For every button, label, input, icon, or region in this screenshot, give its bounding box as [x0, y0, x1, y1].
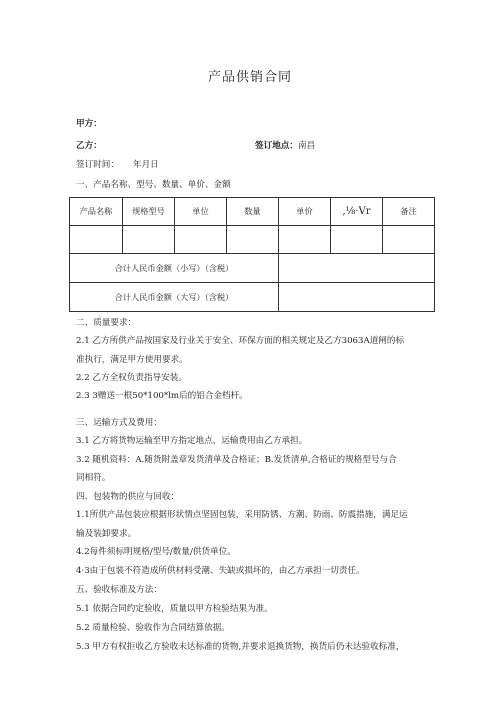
table-cell — [331, 226, 383, 254]
section5-heading: 五、验收标准及方法： — [76, 585, 162, 595]
signing-time-label: 签订时间： — [76, 160, 119, 170]
table-header-cell: 规格型号 — [123, 198, 175, 226]
table-header-row — [70, 198, 435, 226]
total-upper-row — [70, 283, 435, 312]
section4-p3: 4·3由于包装不符造成所供材料受潮、失缺或损坏的，由乙方承担一切责任。 — [76, 566, 365, 576]
table-header-cell: ,⅛·Vr — [331, 198, 383, 226]
section3-p2-line1: 3.2 随机资料：A.随货附盖章发货清单及合格证；B.发货清单,合格证的规格型号与合 — [76, 455, 397, 465]
table-cell — [227, 226, 279, 254]
total-lower-row — [70, 254, 435, 283]
contract-title: 产品供销合同 — [207, 70, 292, 85]
table-header-cell: 产品名称 — [70, 198, 123, 226]
table-row — [70, 226, 435, 254]
table-cell — [175, 226, 227, 254]
signing-place-value: 南昌 — [297, 141, 316, 151]
section5-p3: 5.3 甲方有权拒收乙方验收未达标准的货物,并要求退换货物，换货后仍未达验收标准， — [76, 642, 405, 652]
section2-heading: 二、质量要求： — [76, 318, 137, 328]
total-lower-value — [279, 254, 435, 283]
section2-p3: 2.3 3赠送一根50*100*lm后的铝合金档杆。 — [76, 391, 248, 401]
section4-p1-line1: 1.1所供产品包装应根据形状情点坚固包装，采用防锈、方潮、防雨、防震措施，满足运 — [76, 510, 408, 520]
section4-p2: 4.2每件须标明规格/型号/数量/供货单位。 — [76, 547, 236, 557]
section2-p2: 2.2 乙方全权负责指导安装。 — [76, 373, 187, 383]
signing-place — [255, 141, 315, 152]
table-cell — [123, 226, 175, 254]
section3-heading: 三、运输方式及费用： — [76, 418, 162, 428]
table-header-cell: 数量 — [227, 198, 279, 226]
section2-p1-line2: 准执行，满足甲方使用要求。 — [76, 355, 188, 365]
total-upper-label: 合计人民币金额（大写）（含税） — [70, 283, 279, 312]
product-table — [69, 197, 435, 312]
table-header-cell: 单位 — [175, 198, 227, 226]
section4-heading: 四、包装物的供应与回收： — [76, 492, 180, 502]
party-a-label: 甲方： — [76, 119, 102, 129]
section3-p2-line2: 同相符。 — [76, 473, 111, 483]
party-b-label: 乙方： — [76, 141, 102, 151]
section2-p1-line1: 2.1 乙方所供产品按国家及行业关于安全、环保方面的相关规定及乙方3063A道闸的标 — [76, 336, 405, 346]
section1-heading: 一、产品名称、型号、数量、单价、金额 — [76, 180, 231, 190]
section5-p2: 5.2 质量检验、验收作为合同结算依据。 — [76, 623, 230, 633]
section3-p1: 3.1 乙方将货物运输至甲方指定地点，运输费用由乙方承担。 — [76, 436, 308, 446]
signing-place-label: 签订地点： — [255, 141, 298, 151]
total-upper-value — [279, 283, 435, 312]
table-cell — [279, 226, 331, 254]
table-cell — [70, 226, 123, 254]
table-header-cell: 单价 — [279, 198, 331, 226]
total-lower-label: 合计人民币金额（小写）（含税） — [70, 254, 279, 283]
table-cell — [383, 226, 435, 254]
section5-p1: 5.1 依据合同约定验收，质量以甲方检验结果为准。 — [76, 604, 273, 614]
signing-time — [76, 160, 159, 171]
signing-time-value: 年月日 — [132, 160, 159, 170]
section4-p1-line2: 输及装卸要求。 — [76, 529, 137, 539]
table-header-cell: 备注 — [383, 198, 435, 226]
